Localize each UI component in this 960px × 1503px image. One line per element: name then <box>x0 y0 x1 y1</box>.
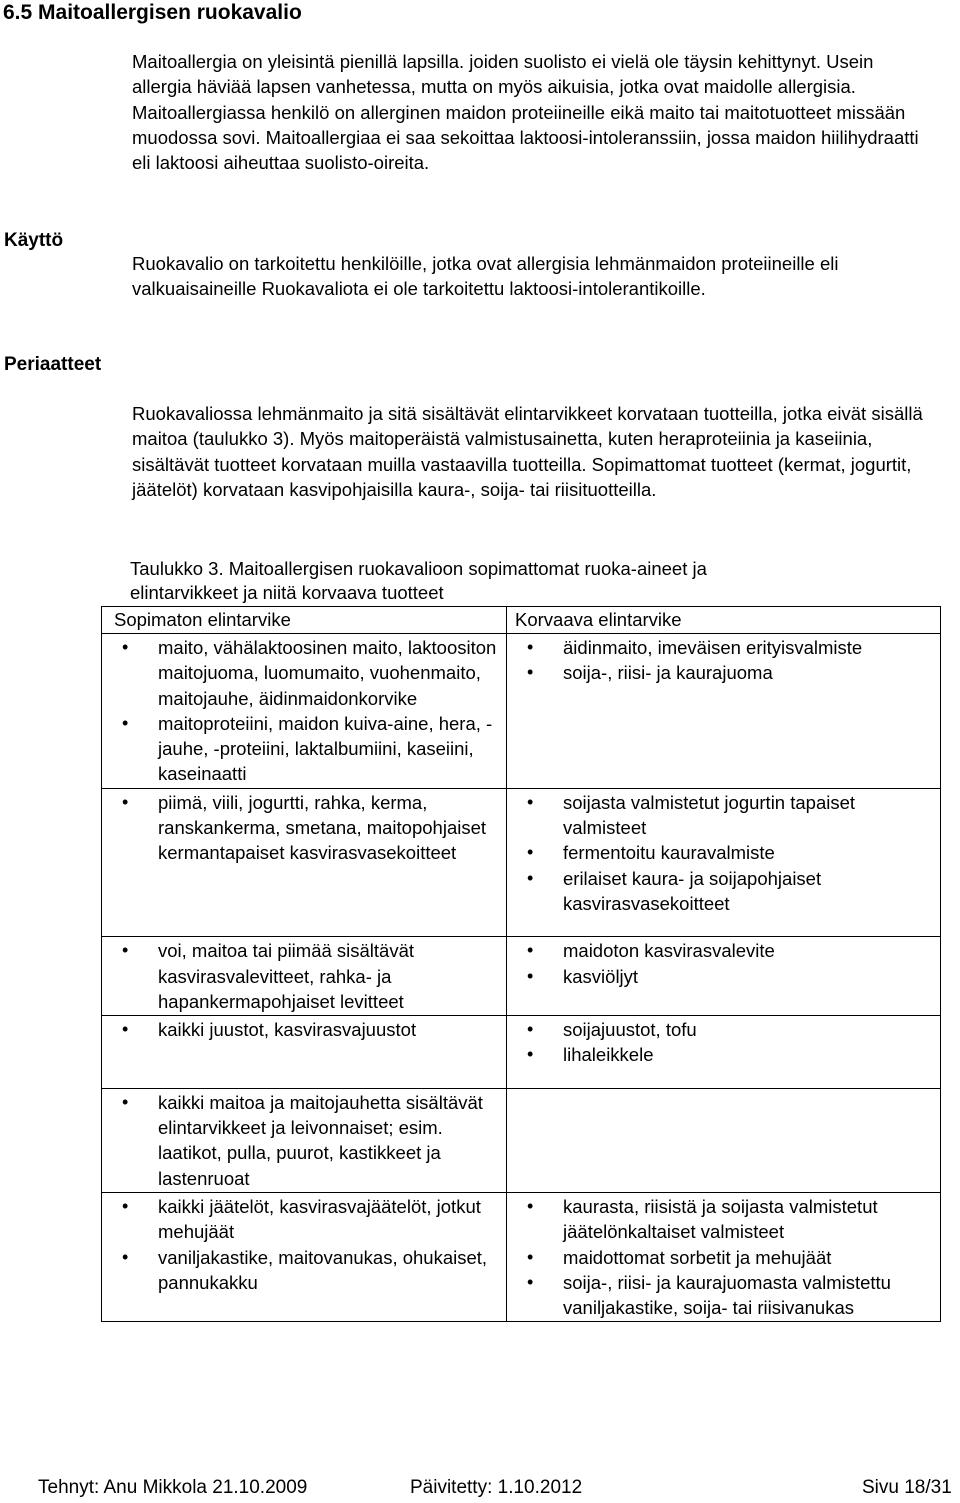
unsuitable-cell <box>102 1192 507 1321</box>
bullet-list <box>122 1194 502 1295</box>
bullet-list <box>122 635 502 787</box>
food-table <box>101 606 941 1322</box>
list-item: • kaikki maitoa ja maitojauhetta sisältävät elintarvikkeet ja leivonnaiset; esim. laatikot, pulla, puurot, kastikkeet ja lastenruoat <box>122 1090 502 1191</box>
bullet-list <box>527 635 936 686</box>
usage-label: Käyttö <box>4 230 64 251</box>
list-item: • soija-, riisi- ja kaurajuoma <box>527 660 936 685</box>
bullet-list <box>122 790 502 866</box>
list-item: • kasviöljyt <box>527 964 936 989</box>
replacement-cell <box>507 1016 941 1089</box>
list-item: • voi, maitoa tai piimää sisältävät kasvirasvalevitteet, rahka- ja hapankermapohjaiset levitteet <box>122 938 502 1014</box>
bullet-list <box>527 938 936 989</box>
usage-paragraph: Ruokavalio on tarkoitettu henkilöille, jotka ovat allergisia lehmänmaidon proteiineille eli valkuaisaineille Ruokavaliota ei ole tarkoitettu laktoosi-intolerantikoille. <box>132 253 839 300</box>
table-row <box>102 1016 941 1089</box>
principles-label: Periaatteet <box>4 354 102 375</box>
section-heading: 6.5 Maitoallergisen ruokavalio <box>3 1 302 24</box>
bullet-list <box>527 1017 936 1068</box>
table-caption-line2: elintarvikkeet ja niitä korvaava tuotteet <box>130 581 444 603</box>
replacement-cell <box>507 1088 941 1192</box>
list-item: • maito, vähälaktoosinen maito, laktoositon maitojuoma, luomumaito, vuohenmaito, maitojauhe, äidinmaidonkorvike <box>122 635 502 711</box>
bullet-list <box>527 1194 936 1320</box>
bullet-list <box>122 938 502 1014</box>
footer-updated: Päivitetty: 1.10.2012 <box>410 1477 583 1498</box>
unsuitable-cell <box>102 788 507 936</box>
list-item: • kaikki juustot, kasvirasvajuustot <box>122 1017 502 1042</box>
list-item: • maitoproteiini, maidon kuiva-aine, hera, -jauhe, -proteiini, laktalbumiini, kaseiini, kaseinaatti <box>122 711 502 787</box>
list-item: • maidottomat sorbetit ja mehujäät <box>527 1245 936 1270</box>
footer-page: Sivu 18/31 <box>862 1477 952 1498</box>
list-item: • kaurasta, riisistä ja soijasta valmistetut jäätelönkaltaiset valmisteet <box>527 1194 936 1245</box>
list-item: • soijajuustot, tofu <box>527 1017 936 1042</box>
bullet-list <box>527 790 936 916</box>
replacement-cell <box>507 788 941 936</box>
replacement-cell <box>507 937 941 1016</box>
intro-paragraph: Maitoallergia on yleisintä pienillä lapsilla. joiden suolisto ei vielä ole täysin kehittynyt. Usein allergia häviää lapsen vanhetessa, mutta on myös aikuisia, jotka ovat maidolle allergisia. Maitoallergiassa henkilö on allerginen maidon proteiineille eikä maito tai maitotuotteet missään muodossa sovi. Maitoallergiaa ei saa sekoittaa laktoosi-intoleranssiin, jossa maidon hiilihydraatti eli laktoosi aiheuttaa suolisto-oireita. <box>132 51 919 174</box>
table-caption <box>130 557 707 604</box>
list-item: • soijasta valmistetut jogurtin tapaiset valmisteet <box>527 790 936 841</box>
header-unsuitable: Sopimaton elintarvike <box>102 607 507 634</box>
table-caption-line1: Taulukko 3. Maitoallergisen ruokavalioon sopimattomat ruoka-aineet ja <box>130 558 707 579</box>
table-row <box>102 1192 941 1321</box>
list-item: • soija-, riisi- ja kaurajuomasta valmistettu vaniljakastike, soija- tai riisivanukas <box>527 1270 936 1321</box>
bullet-list <box>122 1017 502 1042</box>
footer-author: Tehnyt: Anu Mikkola 21.10.2009 <box>38 1477 308 1498</box>
table-row <box>102 788 941 936</box>
list-item: • kaikki jäätelöt, kasvirasvajäätelöt, jotkut mehujäät <box>122 1194 502 1245</box>
list-item: • maidoton kasvirasvalevite <box>527 938 936 963</box>
unsuitable-cell <box>102 634 507 789</box>
replacement-cell <box>507 1192 941 1321</box>
unsuitable-cell <box>102 937 507 1016</box>
list-item: • piimä, viili, jogurtti, rahka, kerma, ranskankerma, smetana, maitopohjaiset kermantapaiset kasvirasvasekoitteet <box>122 790 502 866</box>
table-body <box>102 634 941 1322</box>
replacement-cell <box>507 634 941 789</box>
unsuitable-cell <box>102 1088 507 1192</box>
unsuitable-cell <box>102 1016 507 1089</box>
table-row <box>102 1088 941 1192</box>
list-item: • fermentoitu kauravalmiste <box>527 840 936 865</box>
list-item: • äidinmaito, imeväisen erityisvalmiste <box>527 635 936 660</box>
list-item: • lihaleikkele <box>527 1042 936 1067</box>
table-header-row <box>102 607 941 634</box>
header-replacement: Korvaava elintarvike <box>507 607 941 634</box>
table-row <box>102 634 941 789</box>
list-item: • erilaiset kaura- ja soijapohjaiset kasvirasvasekoitteet <box>527 866 936 917</box>
bullet-list <box>122 1090 502 1191</box>
principles-paragraph: Ruokavaliossa lehmänmaito ja sitä sisältävät elintarvikkeet korvataan tuotteilla, jotka eivät sisällä maitoa (taulukko 3). Myös maitoperäistä valmistusainetta, kuten heraproteiinia ja kaseiinia, sisältävät tuotteet korvataan muilla vastaavilla tuotteilla. Sopimattomat tuotteet (kermat, jogurtit, jäätelöt) korvataan kasvipohjaisilla kaura-, soija- tai riisituotteilla. <box>132 403 923 500</box>
list-item: • vaniljakastike, maitovanukas, ohukaiset, pannukakku <box>122 1245 502 1296</box>
table-row <box>102 937 941 1016</box>
